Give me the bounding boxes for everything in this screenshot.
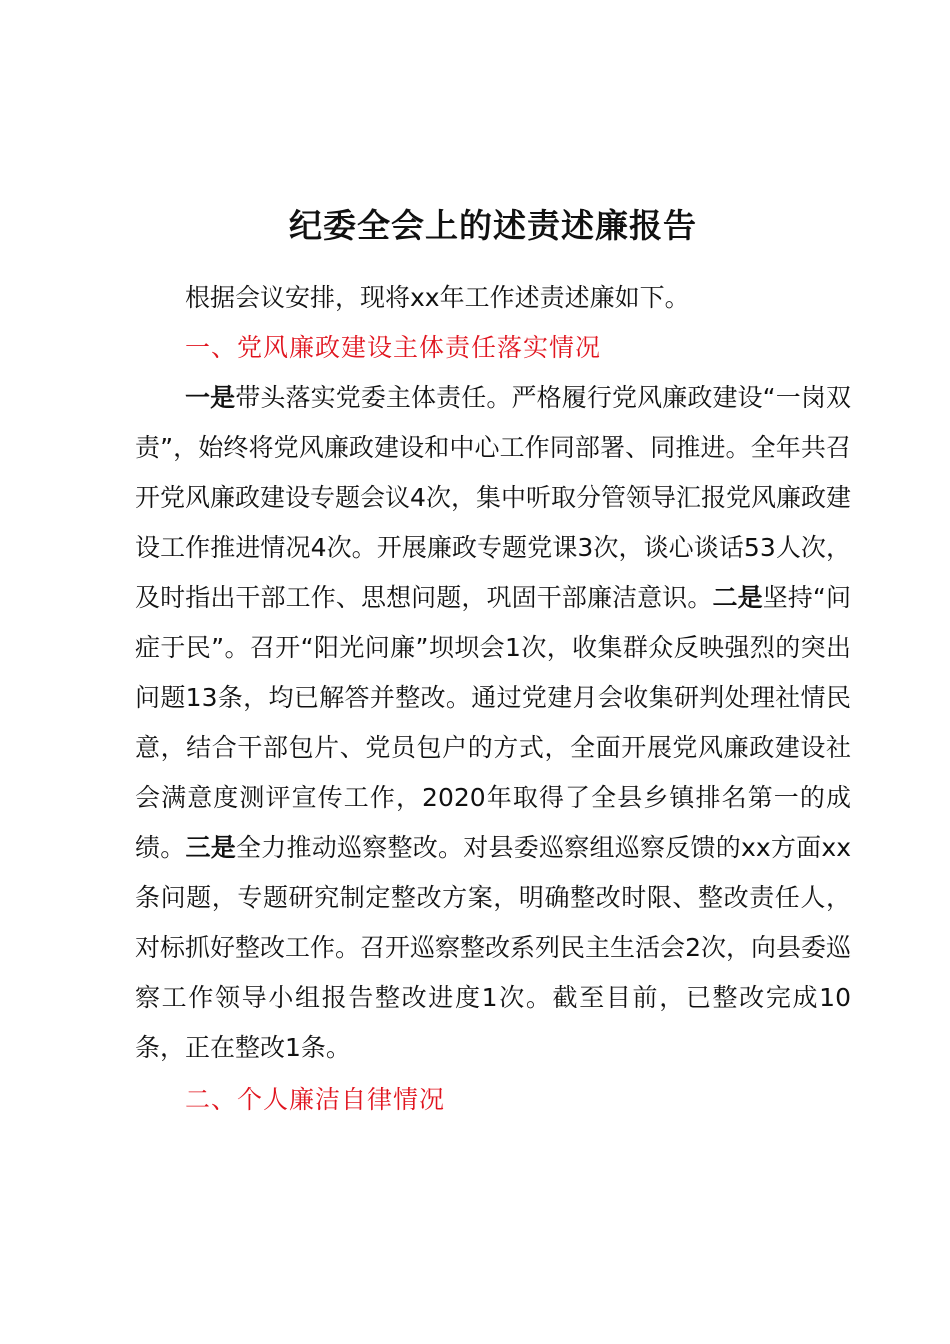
intro-paragraph: 根据会议安排，现将xx年工作述责述廉如下。 [185, 283, 690, 312]
point-3-text: 全力推动巡察整改。对县委巡察组巡察反馈的xx方面xx条问题，专题研究制定整改方案，明确整改时限、整改责任人，对标抓好整改工作。召开巡察整改系列民主生活会2次，向县委巡察工作领导小组报告整改进度1次。截至目前，已整改完成10条，正在整改1条。 [135, 833, 851, 1062]
document-title: 纪委全会上的述责述廉报告 [289, 206, 697, 245]
point-2-lead: 二是 [712, 583, 763, 612]
point-1-text: 带头落实党委主体责任。严格履行党风廉政建设“一岗双责”，始终将党风廉政建设和中心工作同部署、同推进。全年共召开党风廉政建设专题会议4次，集中听取分管领导汇报党风廉政建设工作推进情况4次。开展廉政专题党课3次，谈心谈话53人次，及时指出干部工作、思想问题，巩固干部廉洁意识。 [135, 383, 851, 612]
document-page [135, 200, 851, 1125]
section-1-heading: 一、党风廉政建设主体责任落实情况 [185, 333, 602, 362]
point-3-lead: 三是 [185, 833, 237, 862]
section-2-heading: 二、个人廉洁自律情况 [185, 1085, 446, 1114]
point-2-text: 坚持“问症于民”。召开“阳光问廉”坝坝会1次，收集群众反映强烈的突出问题13条，均已解答并整改。通过党建月会收集研判处理社情民意，结合干部包片、党员包户的方式，全面开展党风廉政建设社会满意度测评宣传工作，2020年取得了全县乡镇排名第一的成绩。 [135, 583, 851, 862]
point-1-lead: 一是 [185, 383, 236, 412]
section-1-body [135, 373, 851, 1073]
